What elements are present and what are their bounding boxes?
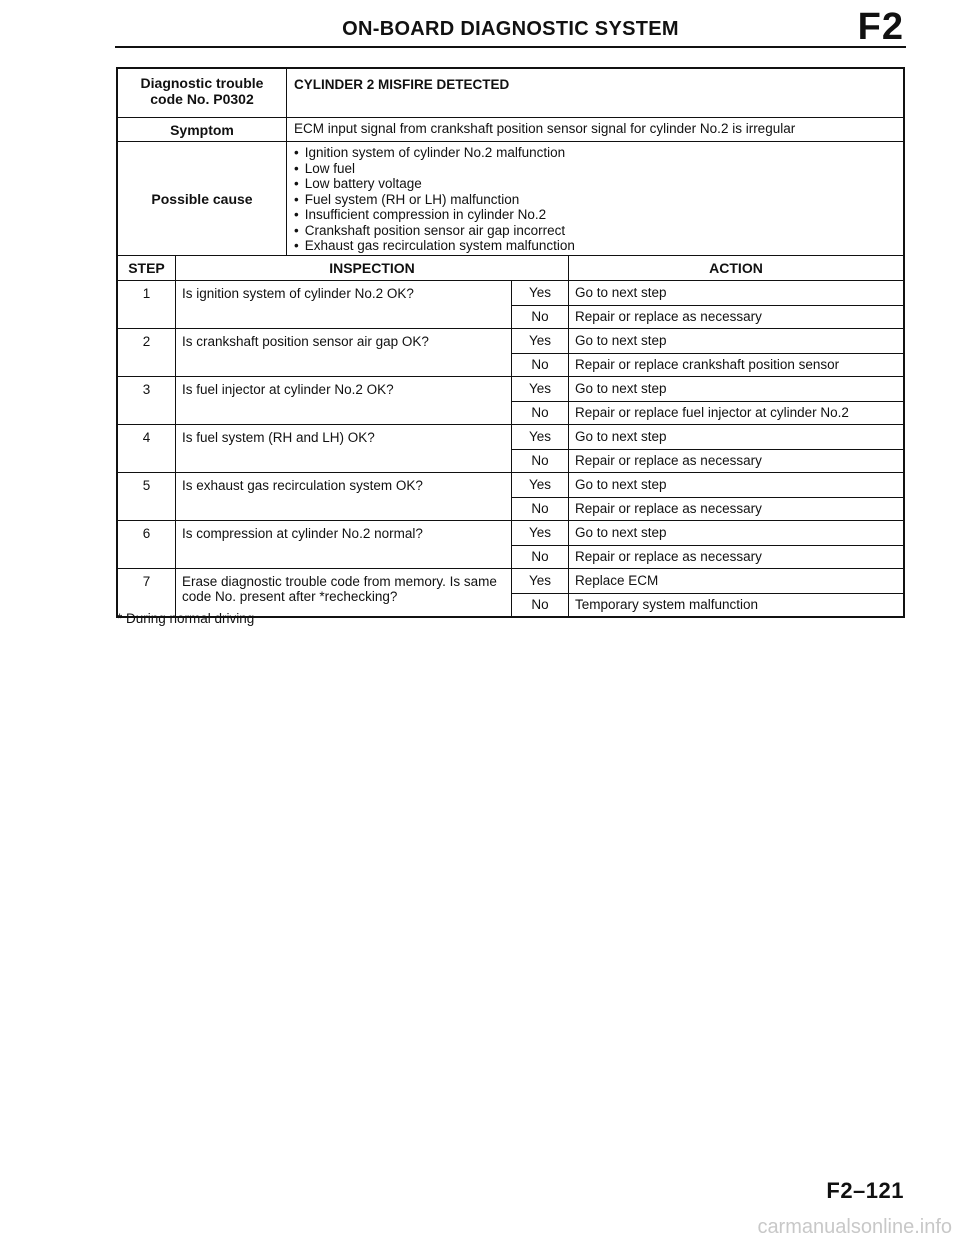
answer-no: [511, 593, 903, 617]
answer-no: [511, 449, 903, 473]
step-number: 7: [118, 569, 176, 616]
symptom-row: [118, 117, 903, 141]
answer-yes: [511, 377, 903, 401]
step-answers: [511, 473, 903, 520]
page-number: F2–121: [826, 1178, 904, 1203]
no-action: Repair or replace as necessary: [575, 501, 762, 517]
step-question: Is compression at cylinder No.2 normal?: [182, 526, 423, 541]
dtc-label: [118, 69, 287, 117]
step-question: Is fuel injector at cylinder No.2 OK?: [182, 382, 394, 397]
step-row: [118, 568, 903, 616]
cause-item: • Low fuel: [294, 161, 896, 177]
cause-item: • Insufficient compression in cylinder No.2: [294, 207, 896, 223]
no-label: No: [511, 546, 569, 569]
yes-action: Go to next step: [575, 381, 667, 397]
step-question: Is exhaust gas recirculation system OK?: [182, 478, 423, 493]
answer-no: [511, 305, 903, 329]
yes-action: Go to next step: [575, 429, 667, 445]
yes-label: Yes: [511, 425, 569, 449]
step-answers: [511, 425, 903, 472]
no-label: No: [511, 402, 569, 425]
dtc-label-line1: Diagnostic trouble: [140, 75, 264, 91]
step-row: [118, 424, 903, 472]
no-action: Repair or replace crankshaft position sensor: [575, 357, 840, 373]
cause-item: • Exhaust gas recirculation system malfunction: [294, 238, 896, 254]
step-number: 1: [118, 281, 176, 328]
possible-cause-row: [118, 141, 903, 255]
no-action: Repair or replace as necessary: [575, 453, 762, 469]
yes-label: Yes: [511, 569, 569, 593]
symptom-value: ECM input signal from crankshaft position sensor signal for cylinder No.2 is irregular: [294, 121, 796, 136]
answer-yes: [511, 521, 903, 545]
step-answers: [511, 569, 903, 616]
step-row: [118, 520, 903, 568]
yes-action: Go to next step: [575, 285, 667, 301]
step-answers: [511, 329, 903, 376]
step-question: Erase diagnostic trouble code from memory. Is same code No. present after *rechecking?: [182, 574, 497, 604]
no-label: No: [511, 594, 569, 617]
dtc-row: [118, 69, 903, 117]
step-question: Is fuel system (RH and LH) OK?: [182, 430, 375, 445]
no-label: No: [511, 450, 569, 473]
steps-body: [118, 280, 903, 616]
step-number: 6: [118, 521, 176, 568]
cause-item: • Low battery voltage: [294, 176, 896, 192]
answer-yes: [511, 569, 903, 593]
answer-yes: [511, 425, 903, 449]
yes-label: Yes: [511, 521, 569, 545]
yes-action: Replace ECM: [575, 573, 659, 589]
answer-yes: [511, 281, 903, 305]
answer-yes: [511, 329, 903, 353]
yes-action: Go to next step: [575, 333, 667, 349]
no-label: No: [511, 306, 569, 329]
possible-cause-list: [287, 142, 903, 255]
step-row: [118, 328, 903, 376]
col-inspection: INSPECTION: [176, 256, 569, 280]
page-header: [115, 0, 906, 48]
possible-cause-label: Possible cause: [118, 142, 287, 255]
page-title: ON-BOARD DIAGNOSTIC SYSTEM: [342, 18, 679, 40]
step-number: 3: [118, 377, 176, 424]
yes-label: Yes: [511, 281, 569, 305]
yes-action: Go to next step: [575, 525, 667, 541]
diagnostic-table: [116, 67, 905, 618]
steps-header: [118, 255, 903, 280]
yes-action: Go to next step: [575, 477, 667, 493]
answer-no: [511, 401, 903, 425]
step-number: 5: [118, 473, 176, 520]
no-label: No: [511, 498, 569, 521]
col-action: ACTION: [709, 260, 763, 276]
yes-label: Yes: [511, 329, 569, 353]
dtc-label-line2: code No. P0302: [150, 91, 254, 107]
cause-item: • Ignition system of cylinder No.2 malfunction: [294, 145, 896, 161]
step-number: 4: [118, 425, 176, 472]
answer-no: [511, 353, 903, 377]
no-action: Temporary system malfunction: [575, 597, 759, 613]
header-rule: [115, 46, 906, 48]
step-row: [118, 376, 903, 424]
step-answers: [511, 521, 903, 568]
step-row: [118, 472, 903, 520]
step-answers: [511, 377, 903, 424]
section-code: F2: [857, 6, 904, 48]
no-label: No: [511, 354, 569, 377]
no-action: Repair or replace as necessary: [575, 309, 762, 325]
causes-list: [294, 145, 896, 254]
no-action: Repair or replace as necessary: [575, 549, 762, 565]
yes-label: Yes: [511, 473, 569, 497]
step-number: 2: [118, 329, 176, 376]
dtc-value: CYLINDER 2 MISFIRE DETECTED: [294, 77, 510, 92]
answer-no: [511, 497, 903, 521]
no-action: Repair or replace fuel injector at cylinder No.2: [575, 405, 849, 421]
step-question: Is ignition system of cylinder No.2 OK?: [182, 286, 414, 301]
footnote: * During normal driving: [117, 611, 255, 626]
answer-no: [511, 545, 903, 569]
step-row: [118, 280, 903, 328]
step-question: Is crankshaft position sensor air gap OK?: [182, 334, 429, 349]
answer-yes: [511, 473, 903, 497]
cause-item: • Crankshaft position sensor air gap incorrect: [294, 223, 896, 239]
col-step: STEP: [118, 256, 176, 280]
step-answers: [511, 281, 903, 328]
cause-item: • Fuel system (RH or LH) malfunction: [294, 192, 896, 208]
yes-label: Yes: [511, 377, 569, 401]
watermark: carmanualsonline.info: [757, 1216, 952, 1238]
symptom-label: Symptom: [118, 118, 287, 141]
